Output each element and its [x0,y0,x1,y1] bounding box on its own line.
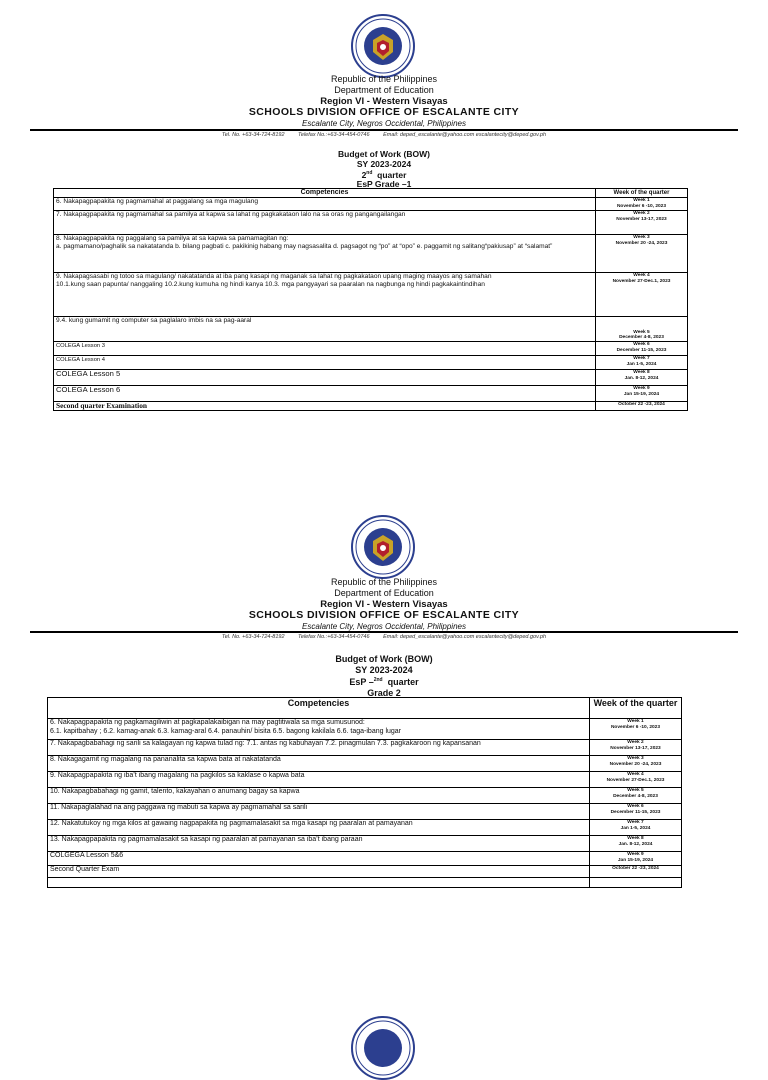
col-week: Week of the quarter [596,189,688,198]
competency-cell: 12. Nakatutukoy ng mga kilos at gawaing nagpapakita ng pagmamalasakit sa mga kasapi ng paaralan at pamayanan [48,820,590,836]
competency-cell: 9. Nakapagpapakita ng iba’t ibang magalang na pagkilos sa kaklase o kapwa bata [48,772,590,788]
col-competencies: Competencies [54,189,596,198]
week-cell: Week 9 Jan 15-19, 2024 [590,852,682,866]
office-name: SCHOOLS DIVISION OFFICE OF ESCALANTE CITY [248,609,520,621]
school-year: SY 2023-2024 [356,158,412,169]
bow-title: Budget of Work (BOW) [338,149,430,159]
week-cell: Week 7 Jan 1-5, 2024 [596,356,688,370]
week-cell: Week 4 November 27-Dec.1, 2023 [590,772,682,788]
competency-cell: 7. Nakapagpapakita ng pagmamahal sa pamilya at kapwa sa lahat ng pagkakataon lalo na sa oras ng pangangailangan [54,211,596,235]
competency-cell: 10. Nakapagbabahagi ng gamit, talento, kakayahan o anumang bagay sa kapwa [48,788,590,804]
competency-cell: COLEGA Lesson 5 [54,370,596,386]
week-cell: Week 1 November 6 -10, 2023 [596,198,688,211]
week-cell: Week 8 Jan. 8-12, 2024 [590,836,682,852]
col-competencies: Competencies [48,698,590,719]
empty-cell [48,878,590,888]
week-cell: Week 4 November 27-Dec.1, 2023 [596,273,688,317]
week-cell: Week 8 Jan. 8-12, 2024 [596,370,688,386]
week-cell: Week 1 November 6 -10, 2023 [590,719,682,740]
week-cell: October 22 -23, 2024 [596,402,688,411]
week-cell: Week 3 November 20 -24, 2023 [590,756,682,772]
week-cell: Week 2 November 13-17, 2023 [590,740,682,756]
competency-cell: COLEGA Lesson 6 [54,386,596,402]
week-cell: Week 5 December 4-8, 2023 [596,317,688,342]
address-text: Escalante City, Negros Occidental, Philippines [302,622,466,631]
competency-cell: 6. Nakapagpapakita ng pagkamagiliwin at pagkapalakaibigan na may pagtitiwala sa mga sumusunod: 6.1. kapitbahay ; 6.2. kamag-anak 6.3. kamag-aral 6.4. panauhin/ bisita 6.5. bagong kakilala 6.6. taga-ibang lugar [48,719,590,740]
week-cell: Week 6 December 11-15, 2023 [590,804,682,820]
competency-cell: COLGEGA Lesson 5&6 [48,852,590,866]
quarter-label: EsP –$^{2nd}$ quarter [349,677,419,687]
republic-text: Republic of the Philippines [330,74,438,84]
region-text: Region VI - Western Visayas [320,599,448,610]
competency-cell: 9.4. kung gumamit ng computer sa paglalaro imbis na sa pag-aaral [54,317,596,342]
tel-text: Tel. No. +63-34-724-8192 [221,634,285,640]
department-text: Department of Education [334,85,434,95]
competency-cell: 11. Nakapaglalahad na ang paggawa ng mabuti sa kapwa ay pagmamahal sa sarili [48,804,590,820]
competency-cell: 9. Nakapagsasabi ng totoo sa magulang/ nakatatanda at iba pang kasapi ng maganak sa lahat ng pagkakataon upang maging maayos ang samahan 10.1.kung saan papunta/ nanggaling 10.2.kung kumuha ng hindi kanya 10.3. mga pangyayari sa paaralan na nagbunga ng hindi pagkakaintindihan [54,273,596,317]
deped-seal-icon [351,1016,415,1080]
office-name: SCHOOLS DIVISION OFFICE OF ESCALANTE CITY [248,106,520,118]
bow-table-grade2 [47,697,682,888]
competency-cell: 13. Nakapagpapakita ng pagmamalasakit sa kasapi ng paaralan at pamayanan sa iba’t ibang paraan [48,836,590,852]
competency-cell: 6. Nakapagpapakita ng pagmamahal at paggalang sa mga magulang [54,198,596,211]
competency-cell: COLEGA Lesson 4 [54,356,596,370]
contact-line [0,634,768,640]
subject-grade: Grade 2 [367,687,401,698]
competency-cell: Second Quarter Exam [48,866,590,878]
school-year: SY 2023-2024 [355,664,413,675]
col-week: Week of the quarter [590,698,682,719]
competency-cell: COLEGA Lesson 3 [54,342,596,356]
competency-cell: 8. Nakapagpapakita ng paggalang sa pamilya at sa kapwa sa pamamagitan ng: a. pagmamano/paghalik sa nakatatanda b. bilang pagbati c. pakikinig habang may nagsasalita d. pagsagot ng “po” at “opo” e. paggamit ng salitang“pakiusap” at “salamat” [54,235,596,273]
region-text: Region VI - Western Visayas [320,96,448,107]
telefax-text: Telefax No.:+63-34-454-0746 [298,132,370,138]
competency-cell: Second quarter Examination [54,402,596,411]
empty-cell [590,878,682,888]
week-cell: Week 7 Jan 1-5, 2024 [590,820,682,836]
header-divider [30,631,738,633]
address-text: Escalante City, Negros Occidental, Philippines [302,119,466,128]
competency-cell: 7. Nakapagbabahagi ng sarili sa kalagayan ng kapwa tulad ng: 7.1. antas ng kabuhayan 7.2. pinagmulan 7.3. pagkakaroon ng kapansanan [48,740,590,756]
email-text: Email: deped_escalante@yahoo.com escalantecity@deped.gov.ph [383,634,547,640]
bow-title: Budget of Work (BOW) [335,654,433,664]
week-cell: October 22 -23, 2024 [590,866,682,878]
email-text: Email: deped_escalante@yahoo.com escalantecity@deped.gov.ph [383,132,547,138]
telefax-text: Telefax No.:+63-34-454-0746 [298,634,370,640]
bow-title-block [0,654,768,698]
week-cell: Week 2 November 13-17, 2023 [596,211,688,235]
week-cell: Week 3 November 20 -24, 2023 [596,235,688,273]
week-cell: Week 9 Jan 15-19, 2024 [596,386,688,402]
week-cell: Week 5 December 4-8, 2023 [590,788,682,804]
republic-text: Republic of the Philippines [330,577,438,587]
week-cell: Week 6 December 11-15, 2023 [596,342,688,356]
competency-cell: 8. Nakagagamit ng magalang na pananalita sa kapwa bata at nakatatanda [48,756,590,772]
tel-text: Tel. No. +63-34-724-8192 [221,132,285,138]
subject-grade: EsP Grade –1 [356,179,412,190]
deped-seal-icon [351,515,415,579]
department-text: Department of Education [334,588,434,598]
quarter-label: 2nd quarter [361,169,407,180]
